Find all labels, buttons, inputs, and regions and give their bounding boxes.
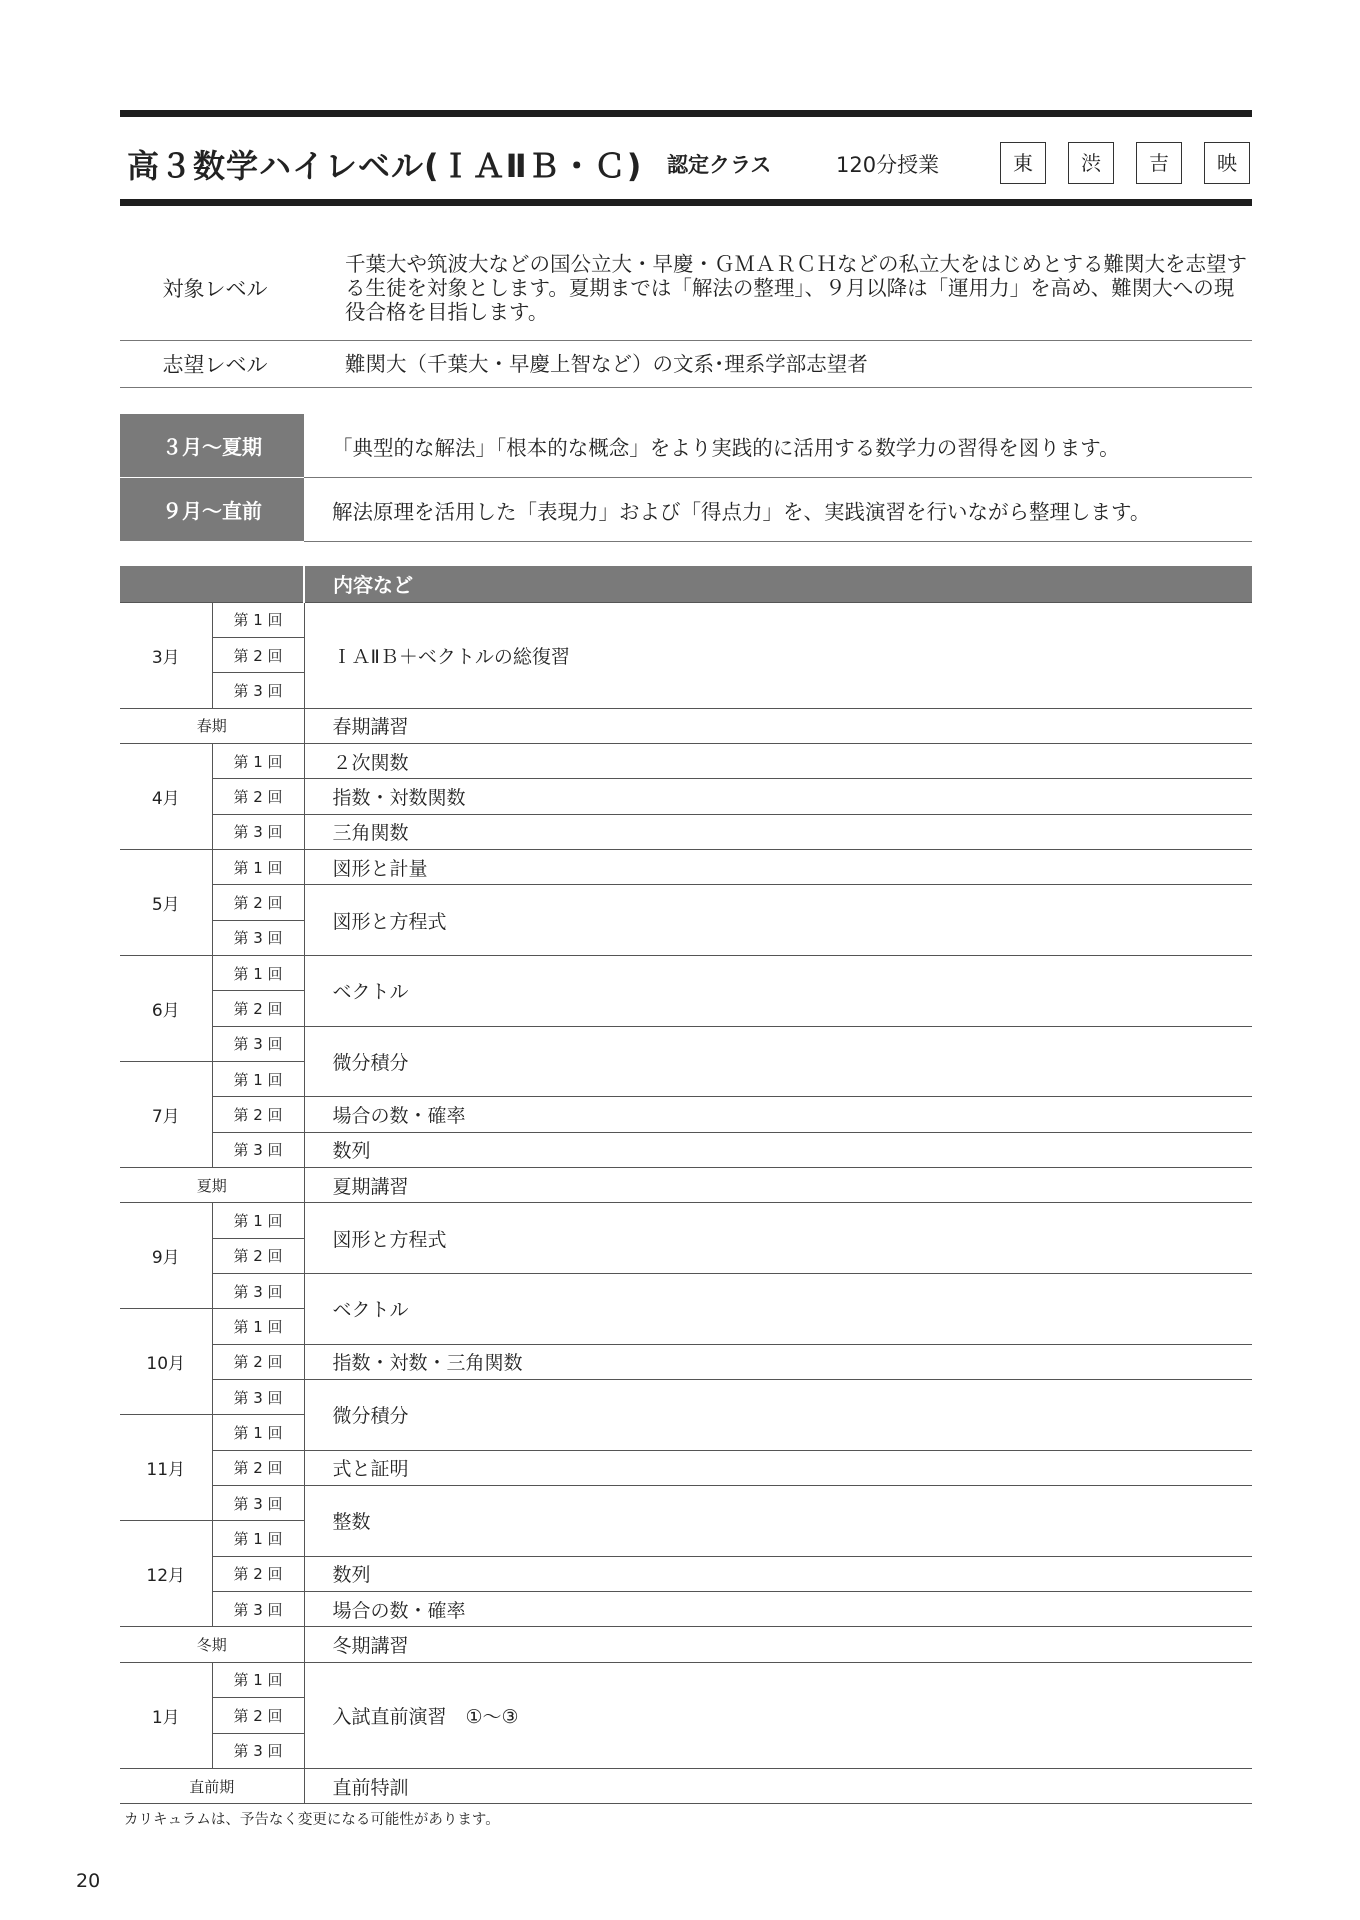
content-cell: 三角関数 — [304, 814, 1252, 849]
campus-badge: 映 — [1204, 142, 1250, 184]
session-cell: 第 1 回 — [212, 1203, 304, 1238]
content-cell: 数列 — [304, 1556, 1252, 1591]
session-cell: 第 3 回 — [212, 1592, 304, 1627]
period-row — [120, 478, 1252, 542]
period-goals — [120, 414, 1252, 542]
period-label: ９月～直前 — [120, 478, 304, 542]
month-cell: 3月 — [120, 602, 212, 708]
session-cell: 第 2 回 — [212, 991, 304, 1026]
table-row — [120, 1132, 1252, 1167]
content-cell: 場合の数・確率 — [304, 1097, 1252, 1132]
course-header — [120, 110, 1252, 206]
session-cell: 第 3 回 — [212, 673, 304, 708]
target-level-text: 千葉大や筑波大などの国公立大・早慶・ＧＭＡＲＣＨなどの私立大をはじめとする難関大を志望する生徒を対象とします。夏期までは「解法の整理」、９月以降は「運用力」を高め、難関大への現役合格を目指します。 — [345, 252, 1247, 324]
session-cell: 第 1 回 — [212, 1521, 304, 1556]
content-cell: 夏期講習 — [304, 1168, 1252, 1203]
campus-badge: 渋 — [1068, 142, 1114, 184]
session-cell: 第 1 回 — [212, 955, 304, 990]
content-cell: 微分積分 — [304, 1380, 1252, 1451]
target-level-row — [120, 236, 1252, 341]
table-header-row — [120, 566, 1252, 602]
period-label: ３月～夏期 — [120, 414, 304, 478]
month-cell: 12月 — [120, 1521, 212, 1627]
table-row — [120, 1344, 1252, 1379]
month-cell: 10月 — [120, 1309, 212, 1415]
period-text: 解法原理を活用した「表現力」および「得点力」を、実践演習を行いながら整理します。 — [304, 478, 1252, 542]
table-row — [120, 1556, 1252, 1591]
session-cell: 第 2 回 — [212, 885, 304, 920]
table-row — [120, 1203, 1252, 1238]
month-cell: 7月 — [120, 1061, 212, 1167]
month-cell: 9月 — [120, 1203, 212, 1309]
content-cell: 冬期講習 — [304, 1627, 1252, 1662]
table-row — [120, 1168, 1252, 1203]
content-cell: 春期講習 — [304, 708, 1252, 743]
curriculum-note: カリキュラムは、予告なく変更になる可能性があります。 — [124, 1812, 500, 1828]
content-header: 内容など — [304, 566, 1252, 602]
table-row — [120, 1274, 1252, 1309]
campus-badge: 吉 — [1136, 142, 1182, 184]
session-cell: 第 1 回 — [212, 1662, 304, 1697]
header-blank — [120, 566, 304, 602]
page-number: 20 — [76, 1870, 101, 1892]
session-cell: 第 1 回 — [212, 1309, 304, 1344]
month-cell: 11月 — [120, 1415, 212, 1521]
content-cell: 場合の数・確率 — [304, 1592, 1252, 1627]
session-cell: 第 2 回 — [212, 1097, 304, 1132]
aim-level-row — [120, 341, 1252, 388]
session-cell: 第 2 回 — [212, 1698, 304, 1733]
content-cell: ２次関数 — [304, 743, 1252, 778]
table-row — [120, 814, 1252, 849]
session-cell: 第 3 回 — [212, 1274, 304, 1309]
special-term-cell: 冬期 — [120, 1627, 304, 1662]
course-title: 高３数学ハイレベル(ＩＡⅡＢ・Ｃ) — [127, 147, 643, 185]
content-cell: ベクトル — [304, 955, 1252, 1026]
table-row — [120, 955, 1252, 990]
month-cell: 4月 — [120, 743, 212, 849]
session-cell: 第 2 回 — [212, 1238, 304, 1273]
table-row — [120, 885, 1252, 920]
session-cell: 第 2 回 — [212, 1344, 304, 1379]
session-cell: 第 1 回 — [212, 602, 304, 637]
content-cell: 整数 — [304, 1486, 1252, 1557]
session-cell: 第 2 回 — [212, 1450, 304, 1485]
target-level-label: 対象レベル — [162, 277, 268, 301]
table-row — [120, 1662, 1252, 1697]
session-cell: 第 2 回 — [212, 1556, 304, 1591]
table-row — [120, 779, 1252, 814]
period-text: 「典型的な解法」「根本的な概念」をより実践的に活用する数学力の習得を図ります。 — [304, 414, 1252, 478]
session-cell: 第 2 回 — [212, 779, 304, 814]
content-cell: 微分積分 — [304, 1026, 1252, 1097]
period-row — [120, 414, 1252, 478]
table-row — [120, 1592, 1252, 1627]
month-cell: 5月 — [120, 849, 212, 955]
session-cell: 第 3 回 — [212, 1380, 304, 1415]
content-cell: 図形と計量 — [304, 849, 1252, 884]
content-cell: ベクトル — [304, 1274, 1252, 1345]
session-cell: 第 1 回 — [212, 1415, 304, 1450]
content-cell: 図形と方程式 — [304, 1203, 1252, 1274]
table-row — [120, 1450, 1252, 1485]
content-cell: 入試直前演習 ①～③ — [304, 1662, 1252, 1768]
table-row — [120, 743, 1252, 778]
table-row — [120, 1380, 1252, 1415]
session-cell: 第 3 回 — [212, 1026, 304, 1061]
special-term-cell: 夏期 — [120, 1168, 304, 1203]
session-cell: 第 1 回 — [212, 1061, 304, 1096]
session-cell: 第 3 回 — [212, 1486, 304, 1521]
content-cell: 数列 — [304, 1132, 1252, 1167]
content-cell: 式と証明 — [304, 1450, 1252, 1485]
level-info — [120, 236, 1252, 388]
content-cell: 図形と方程式 — [304, 885, 1252, 956]
session-cell: 第 3 回 — [212, 1132, 304, 1167]
content-cell: 直前特訓 — [304, 1768, 1252, 1803]
aim-level-text: 難関大（千葉大・早慶上智など）の文系･理系学部志望者 — [345, 352, 868, 376]
class-type: 認定クラス — [667, 153, 772, 177]
table-row — [120, 849, 1252, 884]
session-cell: 第 1 回 — [212, 743, 304, 778]
table-row — [120, 1486, 1252, 1521]
content-cell: ＩＡⅡＢ＋ベクトルの総復習 — [304, 602, 1252, 708]
table-row — [120, 708, 1252, 743]
session-cell: 第 3 回 — [212, 1733, 304, 1768]
month-cell: 6月 — [120, 955, 212, 1061]
session-cell: 第 3 回 — [212, 920, 304, 955]
session-cell: 第 3 回 — [212, 814, 304, 849]
session-cell: 第 1 回 — [212, 849, 304, 884]
aim-level-label: 志望レベル — [162, 353, 268, 377]
special-term-cell: 直前期 — [120, 1768, 304, 1803]
content-cell: 指数・対数・三角関数 — [304, 1344, 1252, 1379]
curriculum-table — [120, 566, 1252, 1804]
campus-badge: 東 — [1000, 142, 1046, 184]
table-row — [120, 1768, 1252, 1803]
session-cell: 第 2 回 — [212, 637, 304, 672]
table-row — [120, 602, 1252, 637]
class-duration: 120分授業 — [836, 153, 940, 177]
month-cell: 1月 — [120, 1662, 212, 1768]
content-cell: 指数・対数関数 — [304, 779, 1252, 814]
table-row — [120, 1026, 1252, 1061]
special-term-cell: 春期 — [120, 708, 304, 743]
table-row — [120, 1097, 1252, 1132]
table-row — [120, 1627, 1252, 1662]
